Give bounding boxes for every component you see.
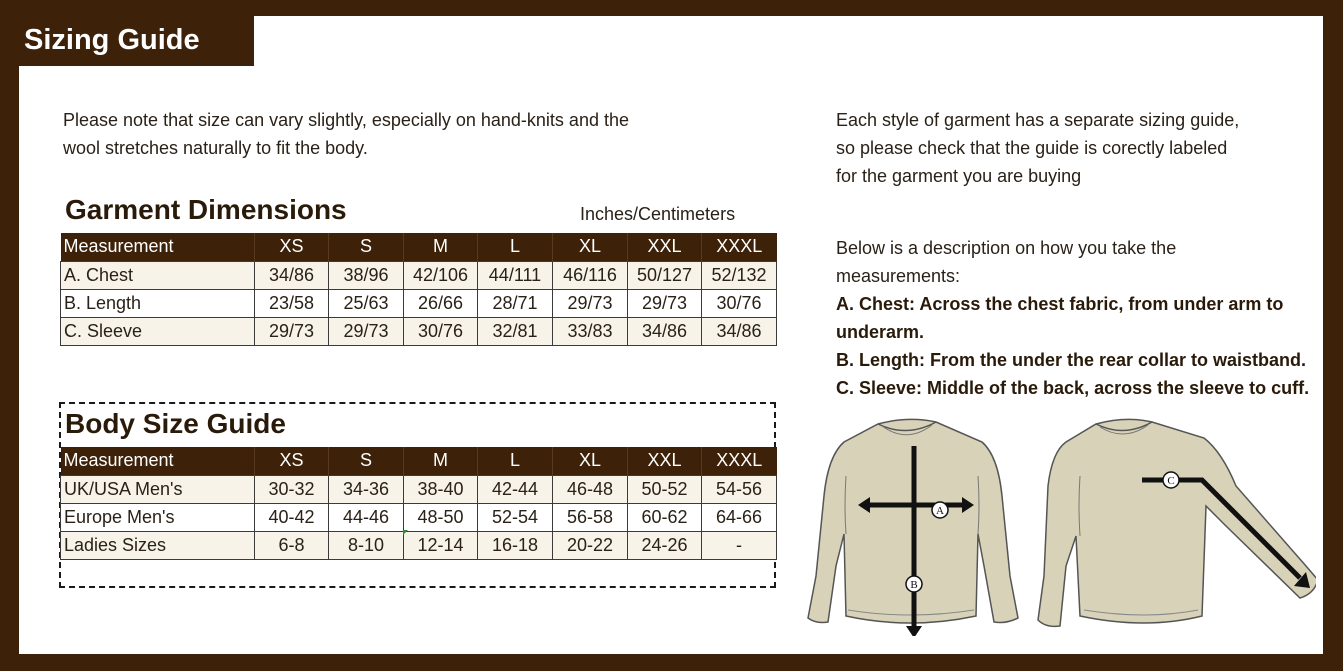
- intro-text: [63, 106, 703, 162]
- table-cell: 60-62: [628, 503, 702, 531]
- style-note-line: Each style of garment has a separate sizing guide,: [836, 110, 1240, 130]
- table-cell: 48-50: [404, 503, 478, 531]
- title-banner: [19, 16, 254, 66]
- shirt-back-icon: [1038, 419, 1316, 626]
- column-header: XXXL: [702, 447, 777, 475]
- table-cell: 52/132: [702, 261, 777, 289]
- table-cell: 26/66: [404, 289, 478, 317]
- instruction-chest-cont: underarm.: [836, 322, 925, 342]
- instruction-sleeve: C. Sleeve: Middle of the back, across the sleeve to cuff.: [836, 378, 1310, 398]
- table-cell: 30-32: [255, 475, 329, 503]
- svg-text:A: A: [936, 505, 944, 517]
- column-header: M: [404, 233, 478, 261]
- shirt-front-illustration: [806, 416, 1026, 636]
- table-cell: 40-42: [255, 503, 329, 531]
- table-cell: 44/111: [478, 261, 553, 289]
- table-cell: 32/81: [478, 317, 553, 345]
- table-row: [61, 261, 777, 289]
- garment-dimensions-title: Garment Dimensions: [65, 194, 347, 225]
- row-label: Europe Men's: [61, 503, 255, 531]
- table-cell: 38/96: [329, 261, 404, 289]
- table-cell: 23/58: [255, 289, 329, 317]
- table-cell: 46-48: [553, 475, 628, 503]
- table-cell: 34-36: [329, 475, 404, 503]
- how-to-intro-line: measurements:: [836, 266, 961, 286]
- table-cell: 25/63: [329, 289, 404, 317]
- table-cell: 24-26: [628, 531, 702, 559]
- table-cell: 34/86: [255, 261, 329, 289]
- table-cell: 50/127: [628, 261, 702, 289]
- svg-text:B: B: [910, 579, 918, 591]
- table-cell: 29/73: [329, 317, 404, 345]
- column-header: XS: [255, 233, 329, 261]
- table-cell: 38-40: [404, 475, 478, 503]
- table-cell: 33/83: [553, 317, 628, 345]
- body-size-guide-title: Body Size Guide: [65, 408, 286, 439]
- measurement-instructions: [836, 234, 1309, 402]
- column-header: L: [478, 447, 553, 475]
- table-cell: 6-8: [255, 531, 329, 559]
- column-header: S: [329, 233, 404, 261]
- column-header: L: [478, 233, 553, 261]
- table-cell: 30/76: [404, 317, 478, 345]
- table-cell: 20-22: [553, 531, 628, 559]
- intro-line-2: wool stretches naturally to fit the body.: [63, 138, 368, 158]
- table-cell: 42-44: [478, 475, 553, 503]
- table-cell: 12-14: [404, 531, 478, 559]
- table-cell: 34/86: [628, 317, 702, 345]
- column-header: XL: [553, 233, 628, 261]
- svg-text:C: C: [1167, 475, 1175, 487]
- table-cell: 42/106: [404, 261, 478, 289]
- table-header-row: [61, 233, 777, 261]
- page-title: Sizing Guide: [24, 24, 200, 56]
- table-cell: 29/73: [553, 289, 628, 317]
- row-label: B. Length: [61, 289, 255, 317]
- style-note-line: so please check that the guide is corectly labeled: [836, 138, 1228, 158]
- table-cell: 29/73: [628, 289, 702, 317]
- column-header: XXL: [628, 447, 702, 475]
- how-to-intro-line: Below is a description on how you take the: [836, 238, 1177, 258]
- row-label: UK/USA Men's: [61, 475, 255, 503]
- column-header: XXXL: [702, 233, 777, 261]
- style-note-line: for the garment you are buying: [836, 166, 1082, 186]
- column-header: Measurement: [61, 447, 255, 475]
- table-cell: 30/76: [702, 289, 777, 317]
- table-row: [61, 289, 777, 317]
- column-header: Measurement: [61, 233, 255, 261]
- column-header: XXL: [628, 233, 702, 261]
- units-label: Inches/Centimeters: [580, 204, 736, 224]
- intro-line-1: Please note that size can vary slightly, especially on hand-knits and the: [63, 110, 629, 130]
- table-cell: 28/71: [478, 289, 553, 317]
- table-row: [61, 531, 777, 559]
- body-size-guide-table: [60, 447, 777, 560]
- cell-comment-marker: [403, 530, 408, 535]
- table-cell: 50-52: [628, 475, 702, 503]
- table-cell: 29/73: [255, 317, 329, 345]
- table-row: [61, 475, 777, 503]
- row-label: A. Chest: [61, 261, 255, 289]
- style-note: [836, 106, 1239, 190]
- table-cell: 44-46: [329, 503, 404, 531]
- table-header-row: [61, 447, 777, 475]
- table-row: [61, 503, 777, 531]
- table-cell: 56-58: [553, 503, 628, 531]
- row-label: C. Sleeve: [61, 317, 255, 345]
- column-header: S: [329, 447, 404, 475]
- table-cell: 46/116: [553, 261, 628, 289]
- garment-dimensions-table: [60, 233, 777, 346]
- table-cell: 16-18: [478, 531, 553, 559]
- column-header: M: [404, 447, 478, 475]
- instruction-chest: A. Chest: Across the chest fabric, from under arm to: [836, 294, 1284, 314]
- table-cell: 8-10: [329, 531, 404, 559]
- column-header: XS: [255, 447, 329, 475]
- table-cell: 64-66: [702, 503, 777, 531]
- row-label: Ladies Sizes: [61, 531, 255, 559]
- instruction-length: B. Length: From the under the rear collar to waistband.: [836, 350, 1307, 370]
- table-cell: -: [702, 531, 777, 559]
- column-header: XL: [553, 447, 628, 475]
- table-cell: 54-56: [702, 475, 777, 503]
- table-cell: 52-54: [478, 503, 553, 531]
- table-cell: 34/86: [702, 317, 777, 345]
- table-row: [61, 317, 777, 345]
- shirt-back-illustration: [1036, 416, 1316, 636]
- sizing-guide-panel: [19, 16, 1323, 654]
